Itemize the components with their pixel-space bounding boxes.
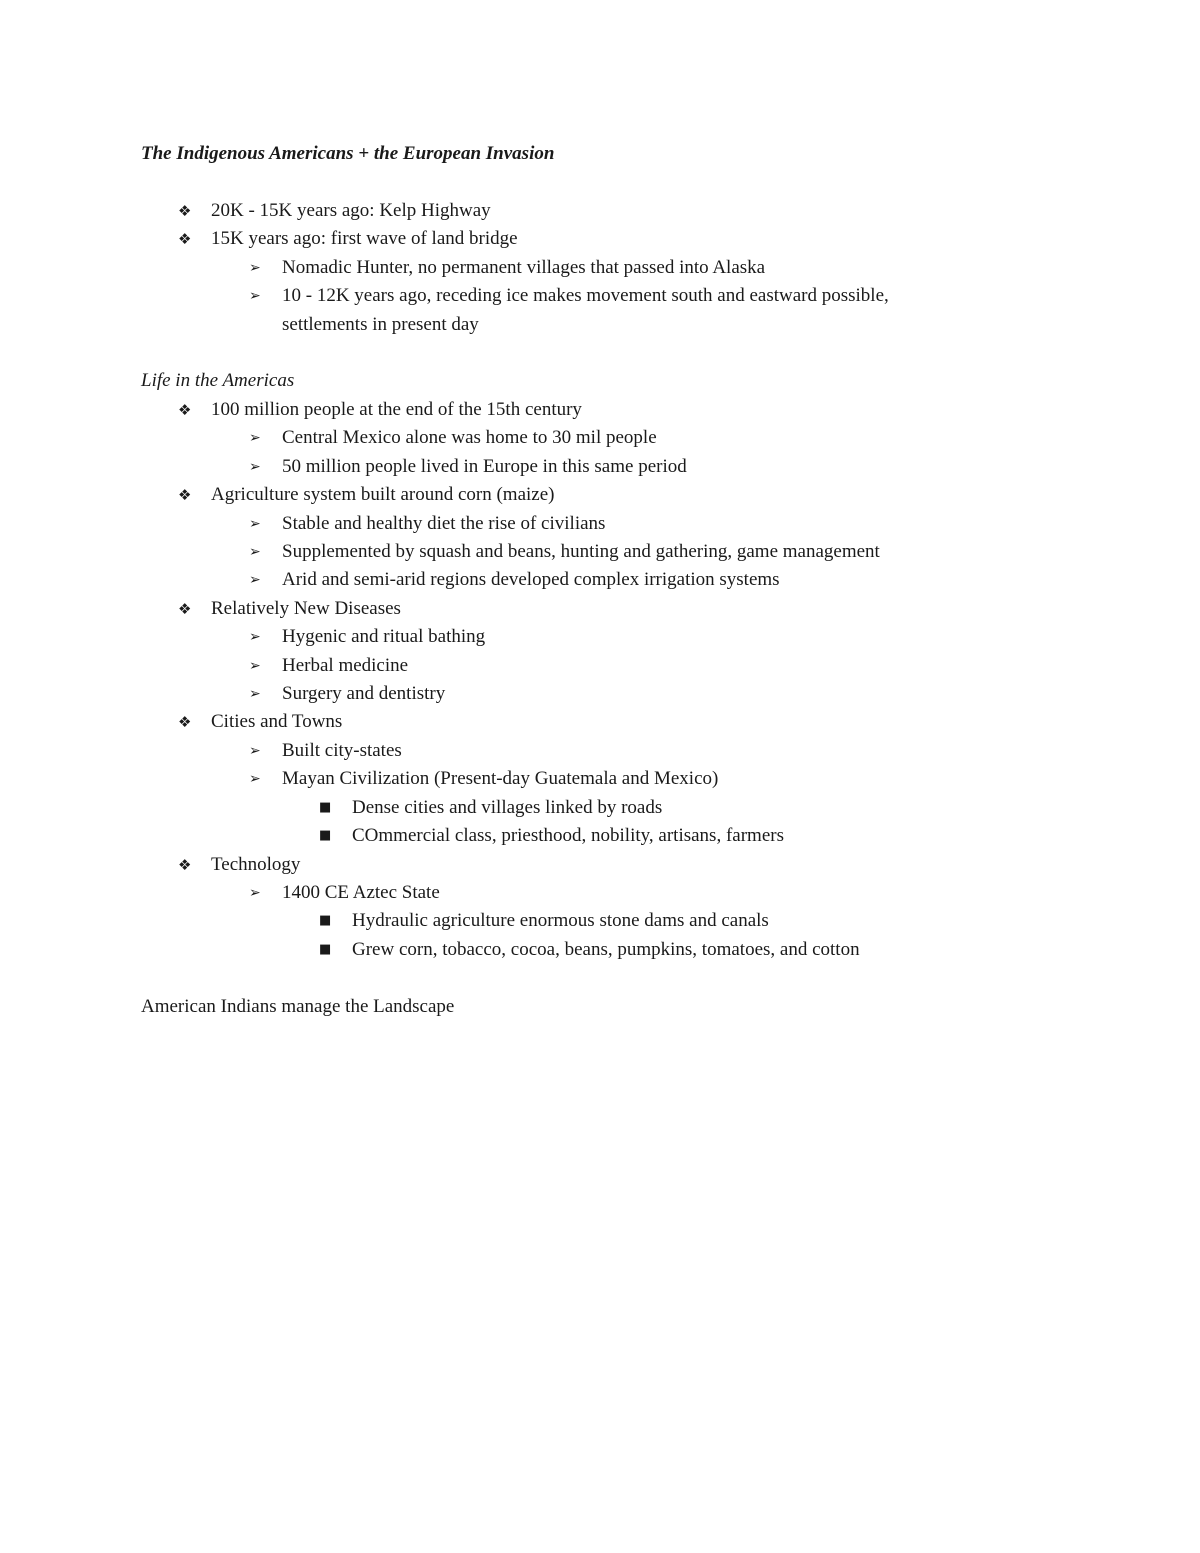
- section-heading-life-in-americas: Life in the Americas: [141, 370, 295, 391]
- list-item-text: 50 million people lived in Europe in this same period: [282, 455, 687, 477]
- arrowhead-bullet-icon: ➢: [249, 288, 261, 305]
- arrowhead-bullet-icon: ➢: [249, 515, 261, 532]
- list-item-text: Central Mexico alone was home to 30 mil people: [282, 427, 657, 449]
- list-item: [0, 510, 1200, 538]
- list-item-text: Cities and Towns: [211, 711, 343, 733]
- diamond-bullet-icon: ❖: [178, 230, 192, 249]
- arrowhead-bullet-icon: ➢: [249, 657, 261, 674]
- list-item: [0, 197, 1200, 225]
- list-item: [0, 453, 1200, 481]
- arrowhead-bullet-icon: ➢: [249, 884, 261, 901]
- list-item-text: COmmercial class, priesthood, nobility, artisans, farmers: [352, 825, 784, 847]
- list-item-text: Technology: [211, 853, 301, 875]
- list-item: [0, 737, 1200, 765]
- list-item: [0, 538, 1200, 566]
- list-item: [0, 907, 1200, 935]
- list-item: [0, 566, 1200, 594]
- list-item: [0, 708, 1200, 736]
- list-item: [0, 225, 1200, 253]
- square-bullet-icon: ■: [319, 799, 332, 815]
- arrowhead-bullet-icon: ➢: [249, 544, 261, 561]
- list-item-text: Herbal medicine: [282, 654, 409, 676]
- list-item-text: 15K years ago: first wave of land bridge: [211, 228, 518, 250]
- list-item: [0, 680, 1200, 708]
- diamond-bullet-icon: ❖: [178, 713, 192, 732]
- arrowhead-bullet-icon: ➢: [249, 629, 261, 646]
- list-item: [0, 936, 1200, 964]
- arrowhead-bullet-icon: ➢: [249, 742, 261, 759]
- list-item-text: 10 - 12K years ago, receding ice makes movement south and eastward possible,: [282, 285, 889, 307]
- list-item-text-continuation: settlements in present day: [282, 313, 479, 335]
- list-item-text: Arid and semi-arid regions developed complex irrigation systems: [282, 569, 780, 591]
- list-item-text: Hydraulic agriculture enormous stone dams and canals: [352, 910, 769, 932]
- square-bullet-icon: ■: [319, 913, 332, 929]
- diamond-bullet-icon: ❖: [178, 202, 192, 220]
- list-item-text: Dense cities and villages linked by roads: [352, 796, 663, 818]
- list-item-text: 1400 CE Aztec State: [282, 881, 440, 903]
- list-item-text: Agriculture system built around corn (maize): [211, 484, 555, 506]
- list-item-text: Built city-states: [282, 739, 402, 761]
- diamond-bullet-icon: ❖: [178, 486, 192, 505]
- diamond-bullet-icon: ❖: [178, 599, 192, 618]
- arrowhead-bullet-icon: ➢: [249, 430, 261, 447]
- list-item-text: Relatively New Diseases: [211, 597, 401, 619]
- list-item: [0, 424, 1200, 452]
- square-bullet-icon: ■: [319, 828, 332, 844]
- document-title: The Indigenous Americans + the European Invasion: [141, 143, 555, 164]
- kelp-highway-list: [0, 197, 1200, 339]
- arrowhead-bullet-icon: ➢: [249, 771, 261, 788]
- arrowhead-bullet-icon: ➢: [249, 458, 261, 475]
- arrowhead-bullet-icon: ➢: [249, 572, 261, 589]
- list-item: [0, 879, 1200, 907]
- diamond-bullet-icon: ❖: [178, 401, 192, 419]
- list-item: [0, 851, 1200, 879]
- square-bullet-icon: ■: [319, 941, 332, 957]
- list-item-text: Nomadic Hunter, no permanent villages that passed into Alaska: [282, 256, 766, 278]
- life-in-americas-list: [0, 396, 1200, 964]
- diamond-bullet-icon: ❖: [178, 855, 192, 874]
- list-item: [0, 396, 1200, 424]
- list-item-text: Mayan Civilization (Present-day Guatemala and Mexico): [282, 768, 719, 790]
- list-item: [0, 765, 1200, 793]
- list-item-text: 20K - 15K years ago: Kelp Highway: [211, 200, 491, 221]
- list-item-text: Hygenic and ritual bathing: [282, 626, 486, 648]
- list-item: [0, 822, 1200, 850]
- list-item: [0, 652, 1200, 680]
- list-item-text: Grew corn, tobacco, cocoa, beans, pumpkins, tomatoes, and cotton: [352, 938, 860, 960]
- section-heading-landscape: American Indians manage the Landscape: [141, 996, 455, 1017]
- list-item: [0, 623, 1200, 651]
- list-item-text: 100 million people at the end of the 15th century: [211, 399, 582, 420]
- arrowhead-bullet-icon: ➢: [249, 686, 261, 703]
- list-item: [0, 282, 1200, 339]
- list-item: [0, 481, 1200, 509]
- list-item: [0, 595, 1200, 623]
- list-item: [0, 794, 1200, 822]
- list-item-text: Surgery and dentistry: [282, 683, 446, 705]
- list-item-text: Stable and healthy diet the rise of civilians: [282, 512, 606, 534]
- list-item: [0, 254, 1200, 282]
- arrowhead-bullet-icon: ➢: [249, 259, 261, 276]
- list-item-text: Supplemented by squash and beans, hunting and gathering, game management: [282, 541, 880, 563]
